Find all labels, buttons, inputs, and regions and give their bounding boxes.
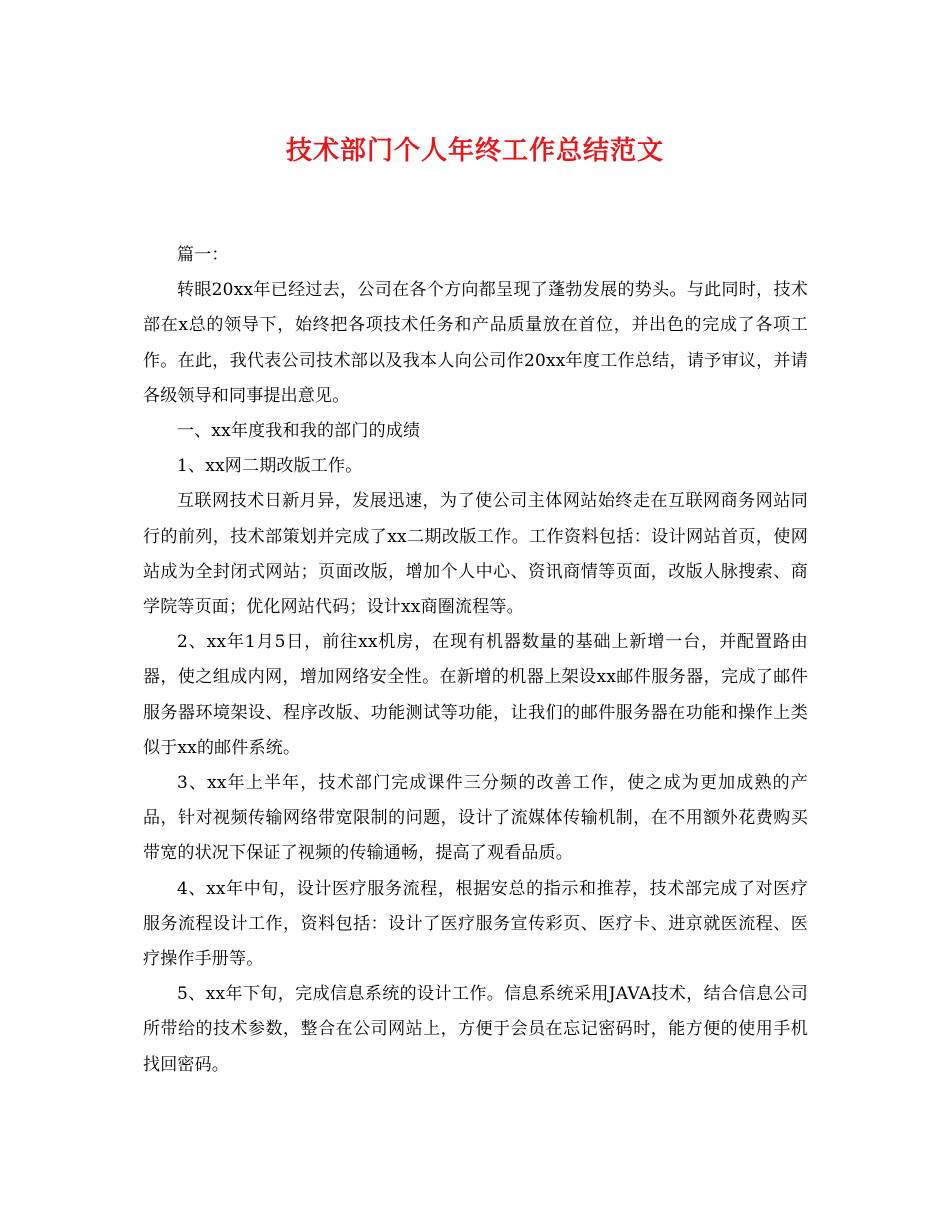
paragraph-intro: 转眼20xx年已经过去，公司在各个方向都呈现了蓬勃发展的势头。与此同时，技术部在x总的领导下，始终把各项技术任务和产品质量放在首位，并出色的完成了各项工作。在此，我代表公司技术部以及我本人向公司作20xx年度工作总结，请予审议，并请各级领导和同事提出意见。 — [143, 280, 808, 406]
item-4-body: 4、xx年中旬，设计医疗服务流程，根据安总的指示和推荐，技术部完成了对医疗服务流程设计工作，资料包括：设计了医疗服务宣传彩页、医疗卡、进京就医流程、医疗操作手册等。 — [143, 878, 808, 970]
item-5-body: 5、xx年下旬，完成信息系统的设计工作。信息系统采用JAVA技术，结合信息公司所带给的技术参数，整合在公司网站上，方便于会员在忘记密码时，能方便的使用手机找回密码。 — [143, 984, 808, 1075]
document-body — [143, 238, 808, 1083]
item-1-body: 互联网技术日新月异，发展迅速，为了使公司主体网站始终走在互联网商务网站同行的前列，技术部策划并完成了xx二期改版工作。工作资料包括：设计网站首页，使网站成为全封闭式网站；页面改版，增加个人中心、资讯商情等页面，改版人脉搜索、商学院等页面；优化网站代码；设计xx商圈流程等。 — [143, 491, 808, 618]
heading-achievements: 一、xx年度我和我的部门的成绩 — [177, 421, 421, 442]
item-1-heading: 1、xx网二期改版工作。 — [177, 456, 363, 477]
item-3-body: 3、xx年上半年，技术部门完成课件三分频的改善工作，使之成为更加成熟的产品，针对视频传输网络带宽限制的问题，设计了流媒体传输机制，在不用额外花费购买带宽的状况下保证了视频的传输通畅，提高了观看品质。 — [143, 773, 808, 864]
paragraph-section-label: 篇一： — [177, 245, 229, 265]
item-2-body: 2、xx年1月5日，前往xx机房，在现有机器数量的基础上新增一台，并配置路由器，使之组成内网，增加网络安全性。在新增的机器上架设xx邮件服务器，完成了邮件服务器环境架设、程序改版、功能测试等功能，让我们的邮件服务器在功能和操作上类似于xx的邮件系统。 — [143, 632, 808, 758]
document-title: 技术部门个人年终工作总结范文 — [285, 136, 664, 166]
